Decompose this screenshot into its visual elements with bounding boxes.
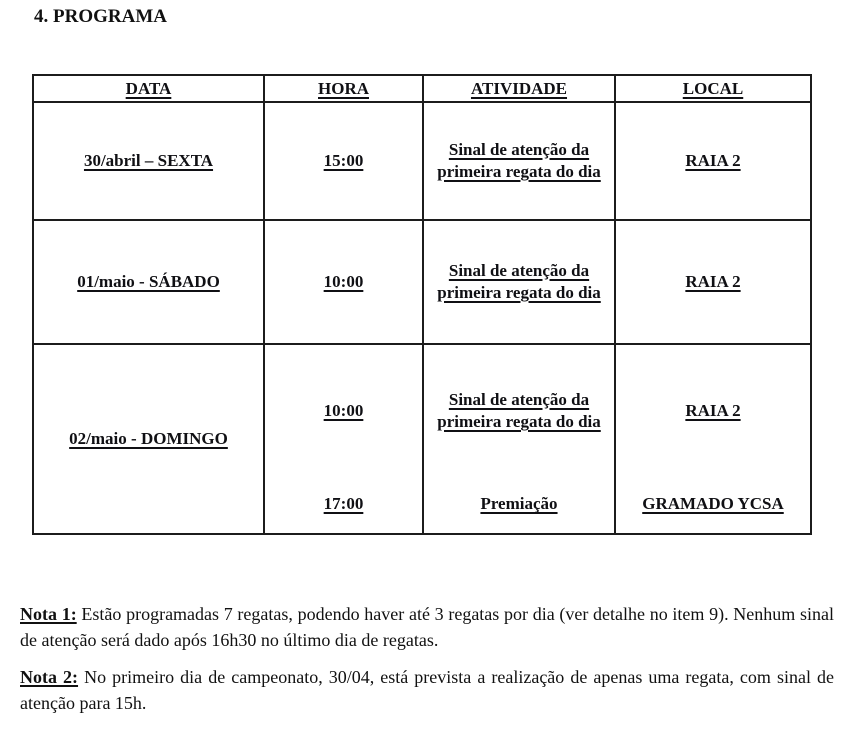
column-header-atividade-label: ATIVIDADE	[470, 78, 568, 98]
date-value: 01/maio - SÁBADO	[77, 272, 220, 291]
notes-section	[20, 601, 834, 727]
atividade-cell	[423, 102, 615, 220]
note-1	[20, 601, 834, 653]
column-header-data	[33, 75, 264, 102]
date-cell	[33, 102, 264, 220]
atividade-entry	[430, 346, 608, 476]
local-entry	[622, 476, 804, 532]
atividade-value: Sinal de atenção da primeira regata do dia	[437, 260, 601, 302]
note-2	[20, 664, 834, 716]
column-header-data-label: DATA	[125, 78, 172, 98]
atividade-stack	[430, 346, 608, 532]
hora-cell	[264, 344, 423, 534]
local-cell	[615, 220, 811, 344]
hora-entry	[271, 346, 416, 476]
program-table	[32, 74, 812, 535]
local-value: RAIA 2	[685, 401, 741, 421]
hora-entry	[271, 476, 416, 532]
local-cell	[615, 102, 811, 220]
atividade-entry	[430, 476, 608, 532]
date-cell	[33, 220, 264, 344]
column-header-atividade	[423, 75, 615, 102]
column-header-hora-label: HORA	[318, 78, 369, 98]
table-row	[33, 344, 811, 534]
atividade-value: Sinal de atenção da primeira regata do dia	[437, 389, 601, 432]
hora-cell	[264, 102, 423, 220]
hora-value: 15:00	[323, 151, 364, 170]
local-value: RAIA 2	[685, 272, 741, 291]
hora-value: 10:00	[323, 401, 364, 421]
table-header-row	[33, 75, 811, 102]
note-1-label: Nota 1:	[20, 604, 77, 624]
atividade-value: Premiação	[480, 494, 558, 514]
atividade-cell	[423, 220, 615, 344]
date-value: 30/abril – SEXTA	[83, 151, 214, 170]
date-cell	[33, 344, 264, 534]
section-title: 4. PROGRAMA	[34, 6, 167, 27]
local-cell	[615, 344, 811, 534]
local-value: GRAMADO YCSA	[642, 494, 784, 514]
local-stack	[622, 346, 804, 532]
table-row	[33, 102, 811, 220]
table-row	[33, 220, 811, 344]
local-entry	[622, 346, 804, 476]
hora-stack	[271, 346, 416, 532]
date-value: 02/maio - DOMINGO	[69, 429, 228, 448]
local-value: RAIA 2	[685, 151, 741, 170]
hora-cell	[264, 220, 423, 344]
hora-value: 17:00	[323, 494, 364, 514]
note-1-text: Estão programadas 7 regatas, podendo haver até 3 regatas por dia (ver detalhe no item 9). Nenhum sinal de atenção será dado após 16h30 no último dia de regatas.	[20, 604, 834, 650]
column-header-hora	[264, 75, 423, 102]
column-header-local	[615, 75, 811, 102]
note-2-text: No primeiro dia de campeonato, 30/04, está prevista a realização de apenas uma regata, com sinal de atenção para 15h.	[20, 667, 834, 713]
hora-value: 10:00	[323, 272, 364, 291]
column-header-local-label: LOCAL	[682, 78, 744, 98]
note-2-label: Nota 2:	[20, 667, 79, 687]
atividade-cell	[423, 344, 615, 534]
atividade-value: Sinal de atenção da primeira regata do dia	[437, 139, 601, 181]
